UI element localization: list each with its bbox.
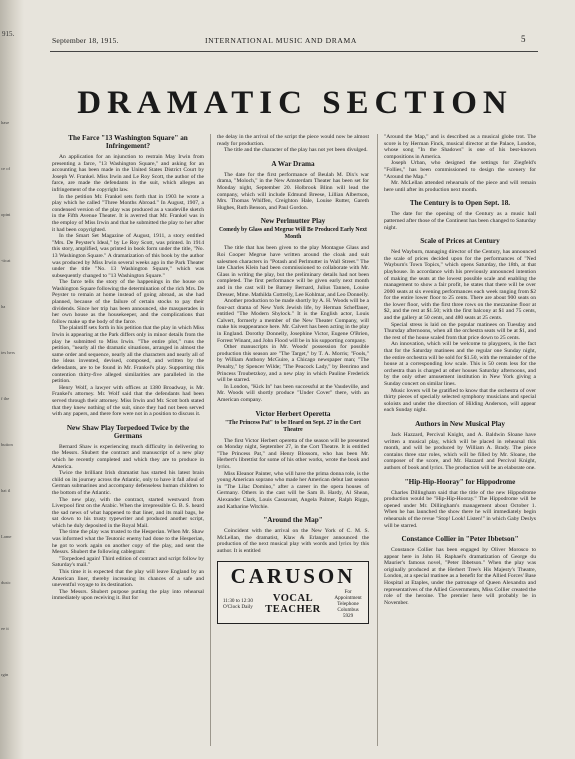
paragraph: Henry Wolf, a lawyer with offices at 1380 Broadway, is Mr. Frankel's attorney. Mr. Wolf said that the defendants had been served through their attorney. Miss Irwin and Mr. Scott both stated that they knew nothing of the suit, since they had not been served with any papers, and there fore were not in a position to discuss it. (52, 384, 204, 418)
paragraph: The date for the first performance of Beulah M. Dix's war drama, "Moloch," in the New Amsterdam Theater has been set for Monday night, September 20. Holbrook Blinn will lead the company, which will include Edmund Breese, Lillian Albertson, Mrs. Thomas Whiffen, Creighton Hale, Louise Rutter, Gareth Hughes, Ruth Benson, and Paul Gordon. (217, 171, 369, 211)
paragraph: The Messrs. Shubert purpose putting the play into rehearsal immediately upon receiving it. But for (52, 588, 204, 602)
paragraph: Music lovers will be gratified to know that the orchestra of over thirty pieces of specially selected symphony musicians and special soloists and under the direction of Hilding Anderson, will appear each Sunday night. (384, 387, 536, 414)
paragraph: This time it is expected that the play will leave England by an American liner, thereby increasing its chances of a safe and uneventful voyage to its destination. (52, 569, 204, 589)
article-heading: "Around the Map" (263, 516, 323, 525)
paragraph: The date for the opening of the Century as a music hall patterned after those of the Continent has been changed to Saturday night. (384, 211, 536, 231)
article-body (384, 547, 536, 606)
paragraph: The time the play was trusted to the Hesperian. When Mr. Shaw was informed what the Teutonic enemy had done to the Hesperian, he got to work again on another copy of the play, and sent the Messrs. Shubert the following cablegram: (52, 529, 204, 556)
paragraph: An innovation, which will be welcome to playgoers, is the fact that for the Saturday matinees and the regular one Sunday night, the entire orchestra will be sold for $1.50, with the remainder of the house at a corresponding low scale. This is 50 cents less for the orchestra than is charged at other houses Saturday afternoons, and by the only other amusement institution in New York giving a Sunday concert on similar lines. (384, 341, 536, 387)
page-number: 5 (521, 34, 526, 44)
article-continuation (384, 134, 536, 193)
paragraph: The first Victor Herbert operetta of the season will be presented on Monday night, September 27, in the Cort Theatre. It is entitled "The Princess Pat," and Henry Blossom, who has been Mr. Herbert's librettist for some of his other works, wrote the book and lyrics. (217, 437, 369, 470)
article-body (384, 249, 536, 414)
gutter-text-fragment: dusic (1, 580, 11, 585)
paragraph: An application for an injunction to restrain May Irwin from presenting a farce, "13 Washington Square," and asking for an accounting has been made in the United States District Court by Joseph W. Frankel. Miss Irwin and Le Roy Scott, the author of the farce, are made the defendants in the suit, which alleges an infringement of the copyright law. (52, 154, 204, 193)
gutter-text-fragment: ce of (1, 166, 11, 171)
article-body (217, 528, 369, 554)
publication-title: INTERNATIONAL MUSIC AND DRAMA (205, 36, 357, 45)
gutter-text-fragment: -ticat (1, 258, 11, 263)
article-heading: The Century is to Open Sept. 18. (409, 199, 511, 208)
article-heading: Authors in New Musical Play (415, 419, 505, 428)
paragraph: The title that has been given to the play Montague Glass and Roi Cooper Megrue have written around the cloak and suit salesmen characters in "Potash and Perlmutter in Wall Street." The late Charles Klein had been commissioned to collaborate with Mr. Glass in writing the play, but the preliminary details had not been completed. The first performance will be given early next month and in the cast will be Barney Bernard, Julius Tannen, Louise Dresser, Mme. Mathilda Cottrelly, Lee Kohlmar, and Leo Donnelly. (217, 245, 369, 298)
paragraph: Coincident with the arrival on the New York of C. M. S. McLellan, the dramatist, Klaw & Erlanger announced the production of the next musical play with words and lyrics by this author. It is entitled (217, 528, 369, 554)
paragraph: Another production to be made shortly by A. H. Woods will be a four-act drama of New York Jewish life, by Herman Scheffauer, entitled "The Modern Shylock." It is the English actor, Louis Calvert, formerly a member of the New Theater Company, will make his reappearance here. Mr. Calvert has been acting in the play in England. Dorothy Donnelly, Josephine Victor, Eugene O'Brien, Forrest Winant, and John Flood will be in his supporting company. (217, 298, 369, 344)
ad-contact: For Appointment Telephone Columbus 5929 (334, 588, 362, 619)
article-body (384, 432, 536, 472)
facing-page-gutter (0, 0, 24, 759)
gutter-text-fragment: ee it (1, 626, 9, 631)
column-middle (217, 134, 369, 624)
paragraph: "Torpedoed again! Third edition of contract and script follow by Saturday's mail." (52, 555, 204, 569)
article-heading: A War Drama (271, 159, 315, 168)
paragraph: Constance Collier has been engaged by Oliver Morosco to appear here in John H. Raphael's dramatization of George du Maurier's famous novel, "Peter Ibbetson." When the play was originally produced at the Herbert Tree's His Majesty's Theatre, London, at a special matinee as a benefit for the Allied Forces' Base Hospital at Etaples, under the patronage of Queen Alexandra and representatives of the Allied Governments, Miss Collier created the role of the heroine. The premier here will probably be in November. (384, 547, 536, 606)
article-subheading: "The Princess Pat" to be Heard on Sept. 27 in the Cort Theatre (225, 419, 361, 433)
column-right (384, 134, 536, 606)
article-body (217, 245, 369, 403)
paragraph: In the petition Mr. Frankel sets forth that in 1903 he wrote a play which he called "Three Months Abroad." In August, 1907, a condensed version of the play was produced as a vaudeville sketch in the Fifth Avenue Theater. It is averred that Mr. Frankel was in the employ of Miss Irwin and that he submitted the play to her after it had been copyrighted. (52, 193, 204, 233)
article-heading: New Perlmutter Play (260, 217, 326, 226)
paragraph: Bernard Shaw is experiencing much difficulty in delivering to the Messrs. Shubert the contract and manuscript of a new play which he recently completed and which they are to produce in America. (52, 443, 204, 470)
ad-title: VOCAL TEACHER (265, 592, 321, 615)
column-divider (377, 134, 378, 746)
paragraph: In the Smart Set Magazine of August, 1911, a story entitled "Mrs. De Peyster's Ideal," by Le Roy Scott, was printed. In 1914 this story, amplified, was printed in book form under the title, "No. 13 Washington Square." A dramatization of this book by the author was produced by Miss Irwin several weeks ago in the Park Theater under the title "No. 13 Washington Square," which was subsequently changed to "13 Washington Square." (52, 233, 204, 279)
article-body (52, 154, 204, 418)
paragraph: The new play, with the contract, started westward from Liverpool first on the Arabic. When the irrepressible G. B. S. heard the sad news of what happened to that liner, and its mail bags, he sat down to his trusty typewriter and produced another script, which he duly deposited in the Royal Mail. (52, 496, 204, 529)
gutter-text-fragment: hat tl (1, 488, 11, 493)
gutter-text-fragment: hase (1, 120, 10, 125)
article-heading: New Shaw Play Torpedoed Twice by the Germans (66, 423, 190, 440)
paragraph: "Around the Map," and is described as a musical globe trot. The score is by Herman Finck, musical director at the Palace, London, whose song "In the Shadows" is one of his best-known compositions in America. (384, 134, 536, 160)
article-body (217, 438, 369, 511)
article-continuation (217, 134, 369, 154)
article-subheading: Comedy by Glass and Megrue Will Be Produced Early Next Month (219, 227, 367, 241)
paragraph: Twice the brilliant Irish dramatist has started his latest brain child on its journey across the Atlantic, only to have it fall afoul of German submarines and accompany defenseless human children to the bottom of the Atlantic. (52, 470, 204, 496)
paragraph: Ned Wayburn, managing director of the Century, has announced the scale of prices decided upon for the performances of "Ned Wayburn's Town Topics," which opens Saturday, the 18th, at that playhouse. In accordance with his previously announced intention of making the seats at the lowest possible scale and enabling the management to show a fair profit, he states that there will be over 2000 seats at six evening performances each week ranging from $2 for the entire lower floor to 25 cents. There are about 900 seats on the lower floor, with the first three rows on the mezzanine floor at $2, and the rest at $1.50; with the first balcony at $1 and 75 cents, and the gallery at 50 cents, and 480 seats at 25 cents. (384, 249, 536, 322)
article-body (217, 172, 369, 212)
caruson-advertisement (217, 561, 369, 624)
paragraph: Joseph Urban, who designed the settings for Ziegfeld's "Follies," has been commissioned to design the scenery for "Around the Map." (384, 160, 536, 180)
gutter-text-fragment: ha (1, 304, 6, 309)
gutter-text-fragment: Lame (1, 534, 12, 539)
paragraph: Special stress is laid on the popular matinees on Tuesday and Thursday afternoons, when all the orchestra seats will be at $1, and the rest of the house scaled from that price down to 25 cents. (384, 321, 536, 341)
article-heading: Constance Collier in "Peter Ibbetson" (401, 535, 519, 544)
paragraph: The farce tells the story of the happenings in the house on Washington Square following the determination of the rich Mrs. De Peyster to remain at home instead of going abroad, as she had planned, because of the failure of certain stocks to pay their dividends. Since her trip has been announced, she masquerades in her own house as the housekeeper, and the complications that follow make up the body of the farce. (52, 279, 204, 325)
paragraph: Charles Dillingham said that the title of the new Hippodrome production would be "Hip-Hip-Hooray." The Hippodrome will be opened under Mr. Dillingham's management about October 1. When he has launched the show there he will immediately begin rehearsals of the revue "Stop! Look! Listen!" in which Gaby Deslys will be starred. (384, 489, 536, 529)
header-rule (50, 51, 538, 52)
article-heading: "Hip-Hip-Hooray" for Hippodrome (404, 477, 516, 486)
paragraph: Mr. McLellan attended rehearsals of the piece and will remain here until after its production next month. (384, 180, 536, 193)
gutter-text-fragment: bution (1, 442, 13, 447)
paragraph: In London, "Kick In" has been successful at the Vaudeville, and Mr. Woods will shortly produce "Under Cover" there, with an American company. (217, 383, 369, 403)
article-body (384, 211, 536, 231)
section-title: DRAMATIC SECTION (77, 85, 513, 121)
paragraph: Miss Eleanor Painter, who will have the prima donna role, is the young American soprano who made her American debut last season in "The Lilac Domino," after a career in the opera houses of Germany. Others in the cast will be Sam B. Hardy, Al Shean, Alexander Clark, Louis Cassavant, Angela Palmer, Ralph Riggs, and Katharine Witchie. (217, 470, 369, 510)
article-heading: The Farce "13 Washington Square" an Infringement? (68, 134, 188, 150)
paragraph: The plaintiff sets forth in his petition that the play in which Miss Irwin is appearing at the Park differs only in minor details from the play he submitted to Miss Irwin. "The entire plot," runs the petition, "nearly all the dramatic situations, arranged in almost the same order and sequence, nearly all the characters and nearly all of the ideas invented, devised, composed, and written by the defendants, are to be found in Mr. Frankel's play. Supporting this contention thirty-five alleged similarities are paralleled in the petition. (52, 325, 204, 385)
gutter-text-fragment: opini (1, 212, 11, 217)
ad-hours: 11:30 to 12:30 O'Clock Daily (222, 597, 253, 610)
issue-date: September 18, 1915. (52, 36, 119, 45)
article-body (52, 444, 204, 602)
column-divider (210, 134, 211, 746)
ad-name: CARUSON (230, 563, 356, 588)
paragraph: Other manuscripts in Mr. Woods' possession for possible production this season are "The Target," by T. A. Morris; "Fools," by William Anthony McGuire, a Chicago newspaper man; "The Penalty," by Spencer Wilde; "The Peacock Lady," by Benrimo and Princess Troubetzkoy, and a new play in which Pauline Frederick will be starred. (217, 344, 369, 384)
article-heading: Scale of Prices at Century (420, 237, 500, 246)
article-body (384, 490, 536, 530)
column-left (52, 134, 204, 602)
gutter-year-fragment: 915. (2, 30, 15, 38)
gutter-text-fragment: ies hers (1, 350, 15, 355)
paragraph: The title and the character of the play has not yet been divulged. (224, 147, 368, 154)
paragraph: Jack Hazzard, Percival Knight, and A. Baldwin Sloane have written a musical play, which will be placed in rehearsal this month, and will be produced by William A. Brady. The piece contains three star roles, which will be filled by Mr. Sloane, the composer of the score, and Mr. Hazzard and Percival Knight, authors of book and lyrics. The production will be an elaborate one. (384, 431, 536, 471)
gutter-text-fragment: f the (1, 396, 10, 401)
article-heading: Victor Herbert Operetta (255, 409, 331, 418)
paragraph: the delay in the arrival of the script the piece would now be almost ready for production. (217, 134, 369, 147)
gutter-text-fragment: rgin (1, 672, 9, 677)
